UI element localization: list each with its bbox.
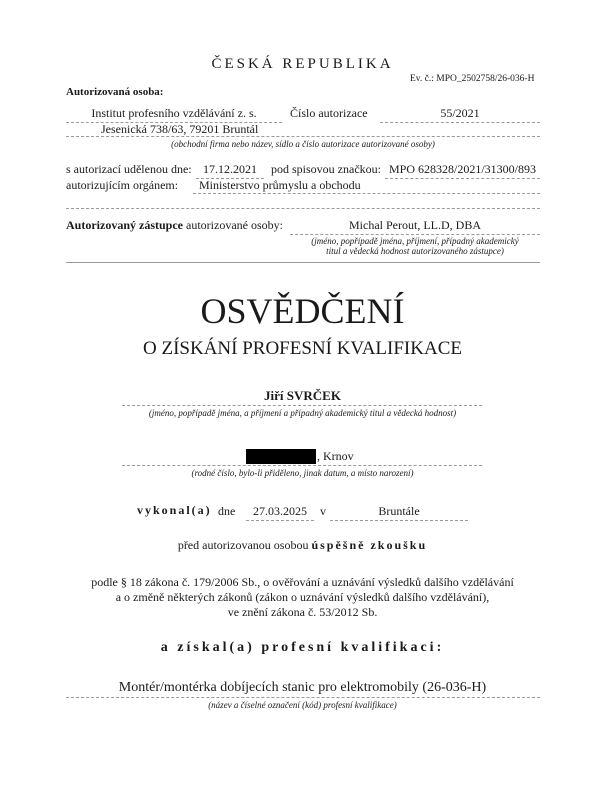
country-heading: ČESKÁ REPUBLIKA xyxy=(211,56,394,72)
divider xyxy=(66,697,540,698)
holder-caption: (jméno, popřípadě jména, a příjmení a případný akademický titul a vědecká hodnost) xyxy=(148,408,457,418)
place-label: v xyxy=(320,504,326,518)
success-text: úspěšně zkoušku xyxy=(311,538,428,552)
exam-place: Bruntále xyxy=(330,504,468,521)
file-ref-label: pod spisovou značkou: xyxy=(271,162,381,176)
before-text: před autorizovanou osobou xyxy=(177,538,309,552)
divider xyxy=(66,262,540,263)
authority-label: autorizujícím orgánem: xyxy=(66,178,179,192)
representative-caption-1: (jméno, popřípadě jména, příjmení, případný akademický xyxy=(311,236,519,246)
law-line-1: podle § 18 zákona č. 179/2006 Sb., o ověřování a uznávání výsledků dalšího vzdělávání xyxy=(91,575,514,589)
birthplace: , Krnov xyxy=(317,449,354,463)
representative-label-rest: autorizované osoby: xyxy=(183,218,283,232)
auth-number-label: Číslo autorizace xyxy=(290,106,368,120)
success-statement xyxy=(0,538,605,553)
obtained-text: a získal(a) profesní kvalifikaci: xyxy=(160,640,445,655)
qualification-caption: (název a číselné označení (kód) profesní kvalifikace) xyxy=(208,700,397,710)
date-label: dne xyxy=(218,504,236,518)
divider xyxy=(66,208,540,209)
evidence-number: Ev. č.: MPO_2502758/26-036-H xyxy=(410,74,535,84)
authorized-person-caption: (obchodní firma nebo název, sídlo a číslo autorizace autorizované osoby) xyxy=(171,139,435,149)
file-ref: MPO 628328/2021/31300/893 xyxy=(385,162,540,179)
authority: Ministerstvo průmyslu a obchodu xyxy=(193,178,540,194)
authorized-person-label: Autorizovaná osoba: xyxy=(66,86,164,98)
representative-name: Michal Perout, LL.D, DBA xyxy=(290,218,540,235)
representative-label xyxy=(66,218,283,233)
representative-caption-2: titul a vědecká hodnost autorizovaného zástupce) xyxy=(326,246,504,256)
representative-label-bold: Autorizovaný zástupce xyxy=(66,218,183,232)
exam-date: 27.03.2025 xyxy=(246,504,314,521)
granted-date: 17.12.2021 xyxy=(196,162,264,179)
authorized-person-address: Jesenická 738/63, 79201 Bruntál xyxy=(66,122,540,137)
birth-caption: (rodné číslo, bylo-li přiděleno, jinak datum, a místo narození) xyxy=(191,468,414,478)
law-line-2: a o změně některých zákonů (zákon o uznávání výsledků dalšího vzdělávání), xyxy=(115,590,490,604)
law-line-3: ve znění zákona č. 53/2012 Sb. xyxy=(227,605,378,619)
certificate-title: OSVĚDČENÍ xyxy=(200,291,405,331)
divider xyxy=(122,405,482,406)
certificate-subtitle: O ZÍSKÁNÍ PROFESNÍ KVALIFIKACE xyxy=(143,338,462,359)
granted-label: s autorizací udělenou dne: xyxy=(66,162,192,176)
divider xyxy=(122,465,482,466)
qualification-name: Montér/montérka dobíjecích stanic pro elektromobily (26-036-H) xyxy=(118,680,487,695)
performed-label: vykonal(a) xyxy=(137,503,212,517)
holder-name: Jiří SVRČEK xyxy=(264,388,341,403)
authorized-person-name: Institut profesního vzdělávání z. s. xyxy=(66,106,282,123)
auth-number: 55/2021 xyxy=(380,106,540,123)
redacted-birth-number xyxy=(246,449,316,464)
